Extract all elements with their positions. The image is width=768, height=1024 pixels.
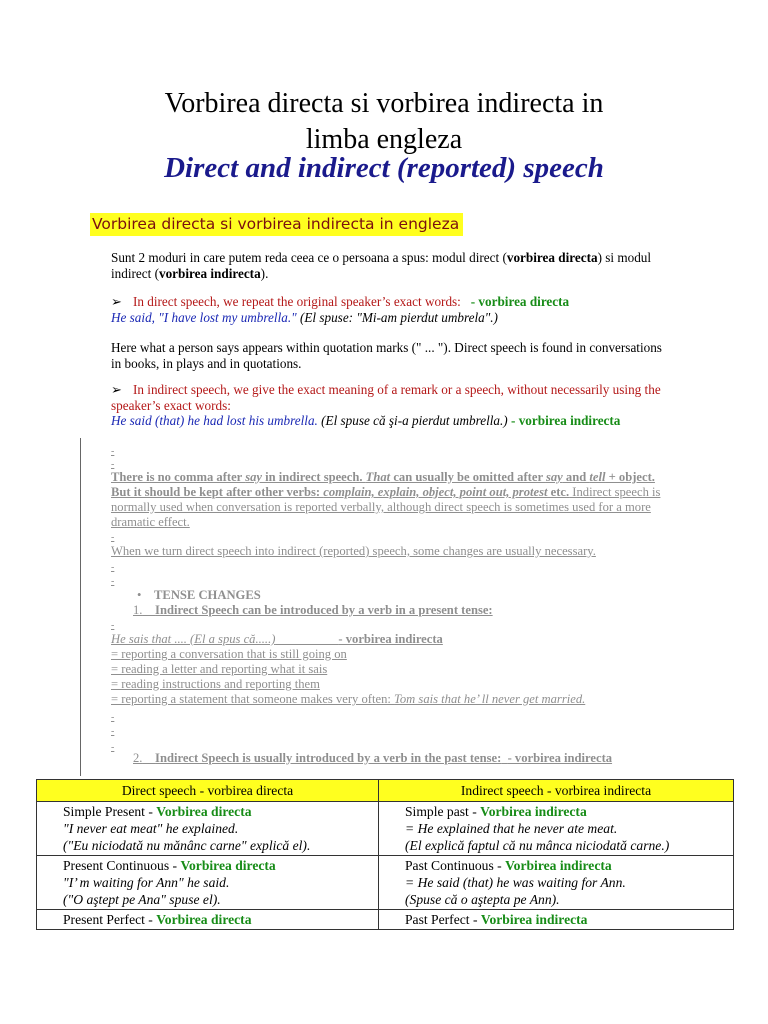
bullet-icon: •	[137, 588, 142, 602]
table-cell-direct: Simple Present - Vorbirea directa "I never eat meat" he explained. ("Eu niciodată nu mănânc carne" explică el).	[37, 802, 379, 856]
direct-rule-text: In direct speech, we repeat the original speaker’s exact words:	[133, 294, 461, 309]
tag-indirect: Vorbirea indirecta	[480, 804, 587, 819]
title-line-2: limba engleza	[305, 124, 463, 155]
tag-direct: Vorbirea directa	[156, 804, 252, 819]
section-heading: Vorbirea directa si vorbirea indirecta in engleza	[90, 213, 463, 236]
indirect-example	[111, 413, 671, 429]
dash-marker: -	[111, 742, 115, 753]
intro-paragraph	[111, 250, 671, 282]
use-item: = reading a letter and reporting what it sais	[111, 662, 328, 676]
tag-direct: Vorbirea directa	[180, 858, 276, 873]
indirect-example-label: - vorbirea indirecta	[511, 413, 621, 428]
indirect-rule	[111, 382, 671, 414]
direct-rule	[111, 294, 671, 310]
table-row	[37, 856, 734, 910]
indirect-rule-text: In indirect speech, we give the exact meaning of a remark or a speech, without necessarily using the speaker’s exact words:	[111, 382, 661, 413]
arrow-bullet-icon: ➢	[111, 382, 123, 397]
table-header-indirect: Indirect speech - vorbirea indirecta	[379, 780, 734, 802]
direct-rule-label: - vorbirea directa	[470, 294, 570, 309]
intro-bold-indirect: vorbirea indirecta	[158, 266, 261, 281]
turn-note: When we turn direct speech into indirect (reported) speech, some changes are usually necessary.	[111, 544, 596, 558]
dash-marker: -	[111, 562, 115, 573]
comma-note: There is no comma after say in indirect speech. That can usually be omitted after say and tell + object. But it should be kept after other verbs: complain, explain, object, point out, protest etc. Indirect speech is normally used when conversation is reported verbally, although direct speech is sometimes used for a more dramatic effect.	[111, 470, 661, 529]
english-title: Direct and indirect (reported) speech	[164, 152, 604, 184]
use-item: = reporting a conversation that is still going on	[111, 647, 347, 661]
intro-text-2: ) si modul indirect (	[111, 250, 652, 281]
dash-marker: -	[111, 712, 115, 723]
statement-item: = reporting a statement that someone makes very often: Tom sais that he’ ll never get married.	[111, 692, 586, 706]
dash-marker: -	[111, 532, 115, 543]
table-cell-indirect: Past Perfect - Vorbirea indirecta	[379, 910, 734, 930]
direct-example-en: He said, "I have lost my umbrella."	[111, 310, 297, 325]
arrow-bullet-icon: ➢	[111, 294, 123, 309]
dash-marker: -	[111, 620, 115, 631]
tense-table	[36, 779, 734, 930]
use-item: = reading instructions and reporting them	[111, 677, 320, 691]
dash-marker: -	[111, 459, 115, 470]
dash-marker: -	[111, 446, 115, 457]
table-row	[37, 910, 734, 930]
table-header-direct: Direct speech - vorbirea directa	[37, 780, 379, 802]
table-header-row	[37, 780, 734, 802]
intro-bold-direct: vorbirea directa	[506, 250, 598, 265]
table-cell-direct: Present Continuous - Vorbirea directa "I’ m waiting for Ann" he said. ("O aştept pe Ana" spuse el).	[37, 856, 379, 910]
margin-line	[80, 438, 81, 776]
table-row	[37, 802, 734, 856]
table-cell-indirect: Past Continuous - Vorbirea indirecta = He said (that) he was waiting for Ann. (Spuse că o aştepta pe Ann).	[379, 856, 734, 910]
intro-text-1: Sunt 2 moduri in care putem reda ceea ce o persoana a spus: modul direct (	[111, 250, 507, 265]
table-cell-direct: Present Perfect - Vorbirea directa	[37, 910, 379, 930]
intro-text-3: ).	[260, 266, 269, 281]
indirect-example-en: He said (that) he had lost his umbrella.	[111, 413, 318, 428]
tense-item-1: 1. Indirect Speech can be introduced by a verb in a present tense:	[133, 603, 493, 617]
dash-marker: -	[111, 726, 115, 737]
indirect-example-ro: (El spuse că şi-a pierdut umbrella.)	[321, 413, 508, 428]
table-cell-indirect: Simple past - Vorbirea indirecta = He explained that he never ate meat. (El explică faptul că nu mânca niciodată carne.)	[379, 802, 734, 856]
direct-note: Here what a person says appears within quotation marks (" ... "). Direct speech is found in conversations in books, in plays and in quotations.	[111, 340, 662, 371]
dash-marker: -	[111, 576, 115, 587]
tag-direct: Vorbirea directa	[156, 912, 252, 927]
page-title	[0, 86, 768, 158]
tag-indirect: Vorbirea indirecta	[505, 858, 612, 873]
tense-heading: • TENSE CHANGES	[137, 588, 261, 602]
says-line: He sais that .... (El a spus că.....) - vorbirea indirecta	[111, 632, 443, 646]
title-line-1: Vorbirea directa si vorbirea indirecta in	[164, 88, 604, 119]
direct-example	[111, 310, 671, 326]
direct-example-ro: (El spuse: "Mi-am pierdut umbrela".)	[299, 310, 498, 325]
tag-indirect: Vorbirea indirecta	[480, 912, 588, 927]
tense-item-2: 2. Indirect Speech is usually introduced by a verb in the past tense: - vorbirea indirecta	[133, 751, 613, 765]
